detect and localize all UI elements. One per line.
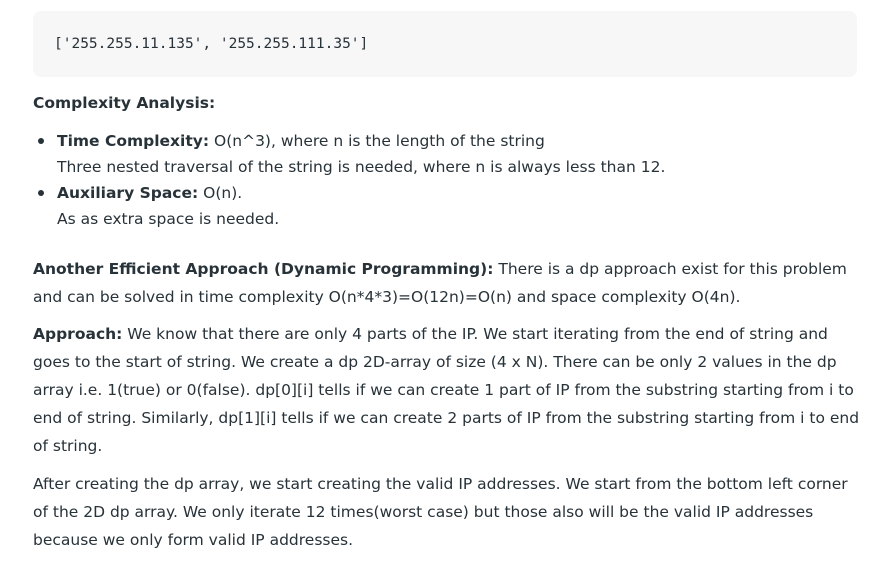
list-item xyxy=(33,128,863,180)
list-item xyxy=(33,180,863,232)
time-complexity-label: Time Complexity: xyxy=(57,132,210,150)
auxiliary-space-label: Auxiliary Space: xyxy=(57,184,199,202)
time-complexity-detail: Three nested traversal of the string is needed, where n is always less than 12. xyxy=(57,158,666,176)
complexity-heading: Complexity Analysis: xyxy=(33,94,216,112)
dp-approach-label: Another Efficient Approach (Dynamic Programming): xyxy=(33,260,494,278)
dp-approach-text: There is a dp approach exist for this problem and can be solved in time complexity O(n*4*3)=O(12n)=O(n) and space complexity O(4n). xyxy=(33,260,847,306)
code-output-block xyxy=(33,11,857,77)
auxiliary-space-value: O(n). xyxy=(198,184,243,202)
approach-paragraph xyxy=(33,320,863,460)
code-output-text: ['255.255.11.135', '255.255.111.35'] xyxy=(54,36,369,52)
auxiliary-space-detail: As as extra space is needed. xyxy=(57,210,280,228)
dp-approach-paragraph xyxy=(33,255,863,311)
complexity-list xyxy=(33,128,863,232)
approach-label: Approach: xyxy=(33,325,123,343)
after-paragraph: After creating the dp array, we start creating the valid IP addresses. We start from the bottom left corner of the 2D dp array. We only iterate 12 times(worst case) but those also will be the valid IP addresses because we only form valid IP addresses. xyxy=(33,475,848,549)
time-complexity-value: O(n^3), where n is the length of the string xyxy=(209,132,545,150)
approach-text: We know that there are only 4 parts of the IP. We start iterating from the end of string and goes to the start of string. We create a dp 2D-array of size (4 x N). There can be only 2 values in the dp array i.e. 1(true) or 0(false). dp[0][i] tells if we can create 1 part of IP from the substring starting from i to end of string. Similarly, dp[1][i] tells if we can create 2 parts of IP from the substring starting from i to end of string. xyxy=(33,325,860,455)
